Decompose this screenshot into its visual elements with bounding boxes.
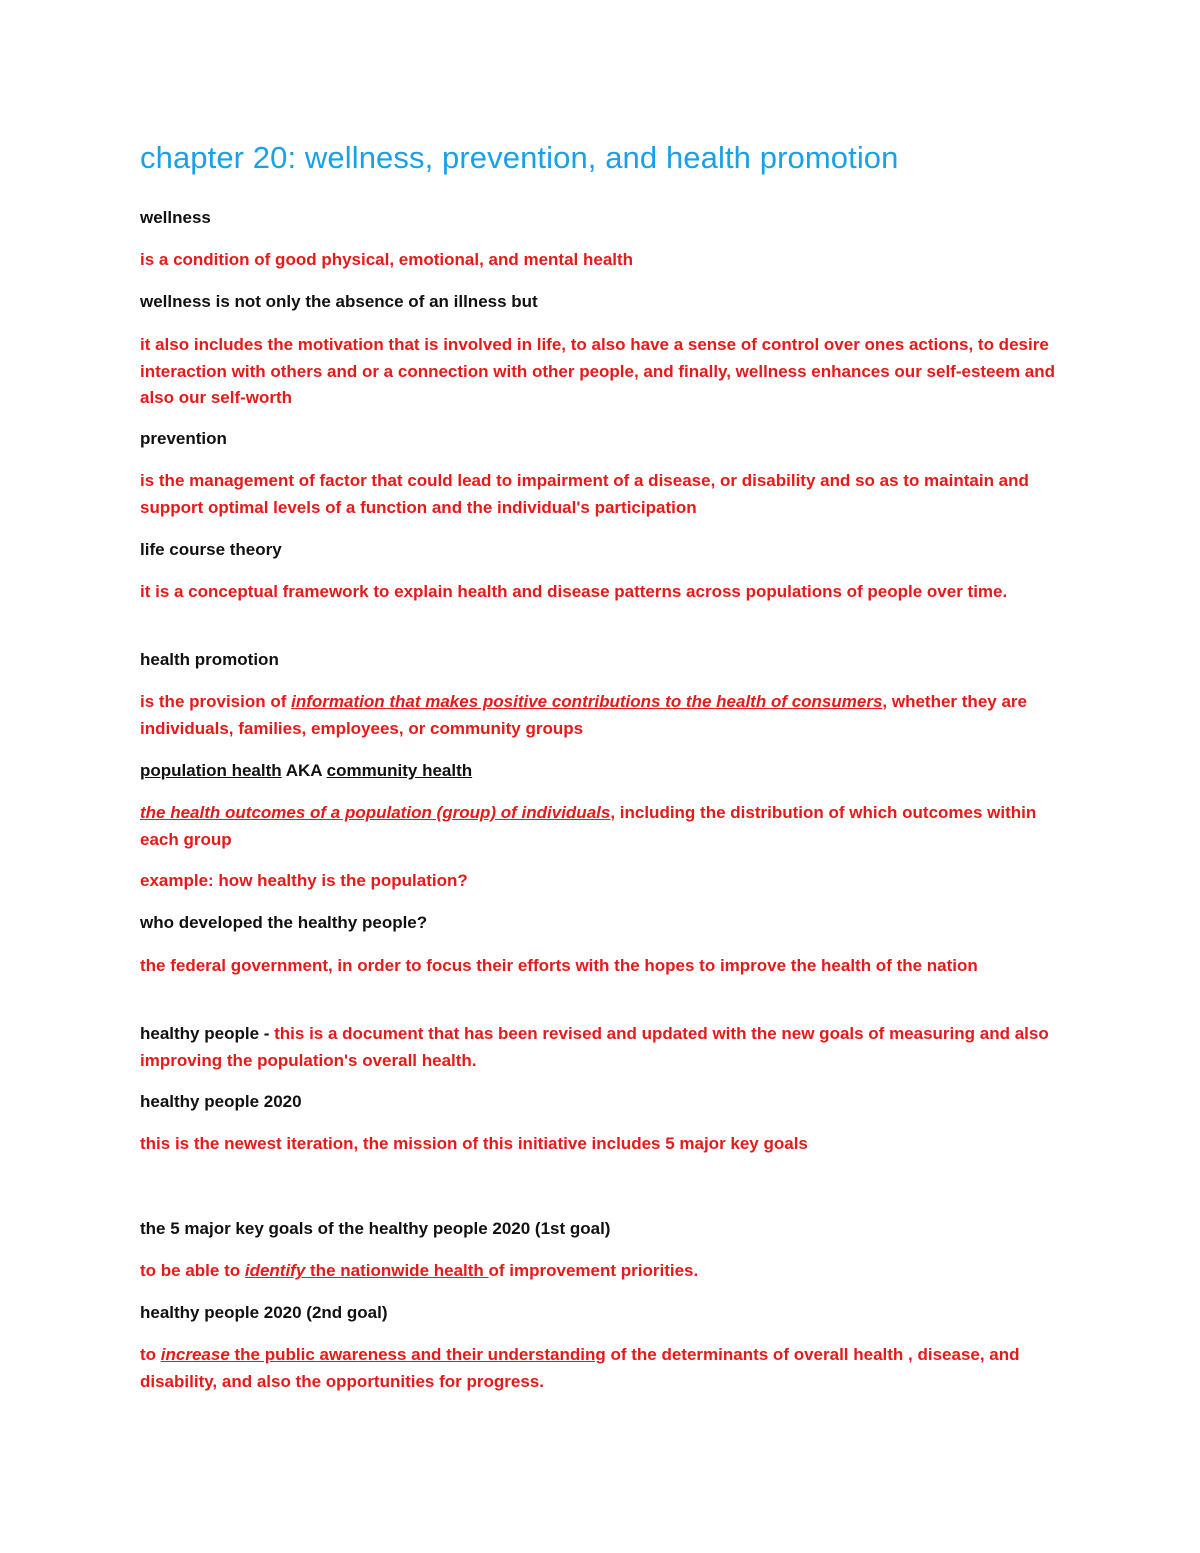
definition-wellness-includes: it also includes the motivation that is involved in life, to also have a sense of control over ones actions, to desire interaction with others and or a connection with other people, and finally, wellness enhances our self-esteem and also our self-worth	[140, 335, 1056, 407]
example-population-health: example: how healthy is the population?	[140, 871, 468, 890]
term-first-goal: the 5 major key goals of the healthy people 2020 (1st goal)	[140, 1219, 611, 1238]
emphasized-text: increase	[160, 1345, 230, 1364]
term-health-promotion: health promotion	[140, 650, 279, 669]
term-healthy-people-2020: healthy people 2020	[140, 1092, 302, 1111]
term-life-course-theory: life course theory	[140, 540, 282, 559]
definition-text: is the provision of	[140, 692, 292, 711]
definition-second-goal	[140, 1342, 1070, 1395]
definition-prevention: is the management of factor that could lead to impairment of a disease, or disability and so as to maintain and support optimal levels of a function and the individual's participation	[140, 471, 1029, 517]
definition-text: , including the distribution of which outcomes within each group	[140, 803, 1037, 849]
definition-healthy-people-2020: this is the newest iteration, the mission of this initiative includes 5 major key goals	[140, 1134, 808, 1153]
definition-text: of the determinants of overall health , disease, and disability, and also the opportunities for progress.	[140, 1345, 1020, 1391]
definition-health-promotion	[140, 689, 1070, 742]
term-text: healthy people -	[140, 1024, 275, 1043]
definition-life-course-theory: it is a conceptual framework to explain health and disease patterns across populations of people over time.	[140, 582, 1008, 601]
definition-first-goal	[140, 1258, 1070, 1285]
underlined-text: the nationwide health	[305, 1261, 489, 1280]
emphasized-text: the health outcomes of a population (group) of individuals	[140, 803, 611, 822]
definition-population-health	[140, 800, 1070, 853]
definition-text: , whether they are individuals, families, employees, or community groups	[140, 692, 1027, 738]
emphasized-text: information that makes positive contributions to the health of consumers	[291, 692, 883, 711]
term-prevention: prevention	[140, 429, 227, 448]
definition-text: to	[140, 1345, 161, 1364]
term-second-goal: healthy people 2020 (2nd goal)	[140, 1303, 388, 1322]
term-text: AKA	[281, 761, 327, 780]
page-title: chapter 20: wellness, prevention, and health promotion	[140, 140, 899, 175]
term-population-health	[140, 758, 1070, 785]
emphasized-text: identify	[244, 1261, 306, 1280]
underlined-term: population health	[140, 761, 282, 780]
definition-wellness: is a condition of good physical, emotional, and mental health	[140, 250, 634, 269]
definition-text: to be able to	[140, 1261, 245, 1280]
term-wellness-not-only: wellness is not only the absence of an illness but	[140, 292, 538, 311]
definition-text: of improvement priorities.	[488, 1261, 699, 1280]
term-healthy-people	[140, 1021, 1070, 1074]
underlined-text: the public awareness and their understanding	[229, 1345, 606, 1364]
answer-healthy-people: the federal government, in order to focus their efforts with the hopes to improve the health of the nation	[140, 956, 978, 975]
term-wellness: wellness	[140, 208, 211, 227]
definition-text: this is a document that has been revised and updated with the new goals of measuring and also improving the population's overall health.	[140, 1024, 1049, 1070]
question-healthy-people: who developed the healthy people?	[140, 913, 428, 932]
underlined-term: community health	[326, 761, 473, 780]
